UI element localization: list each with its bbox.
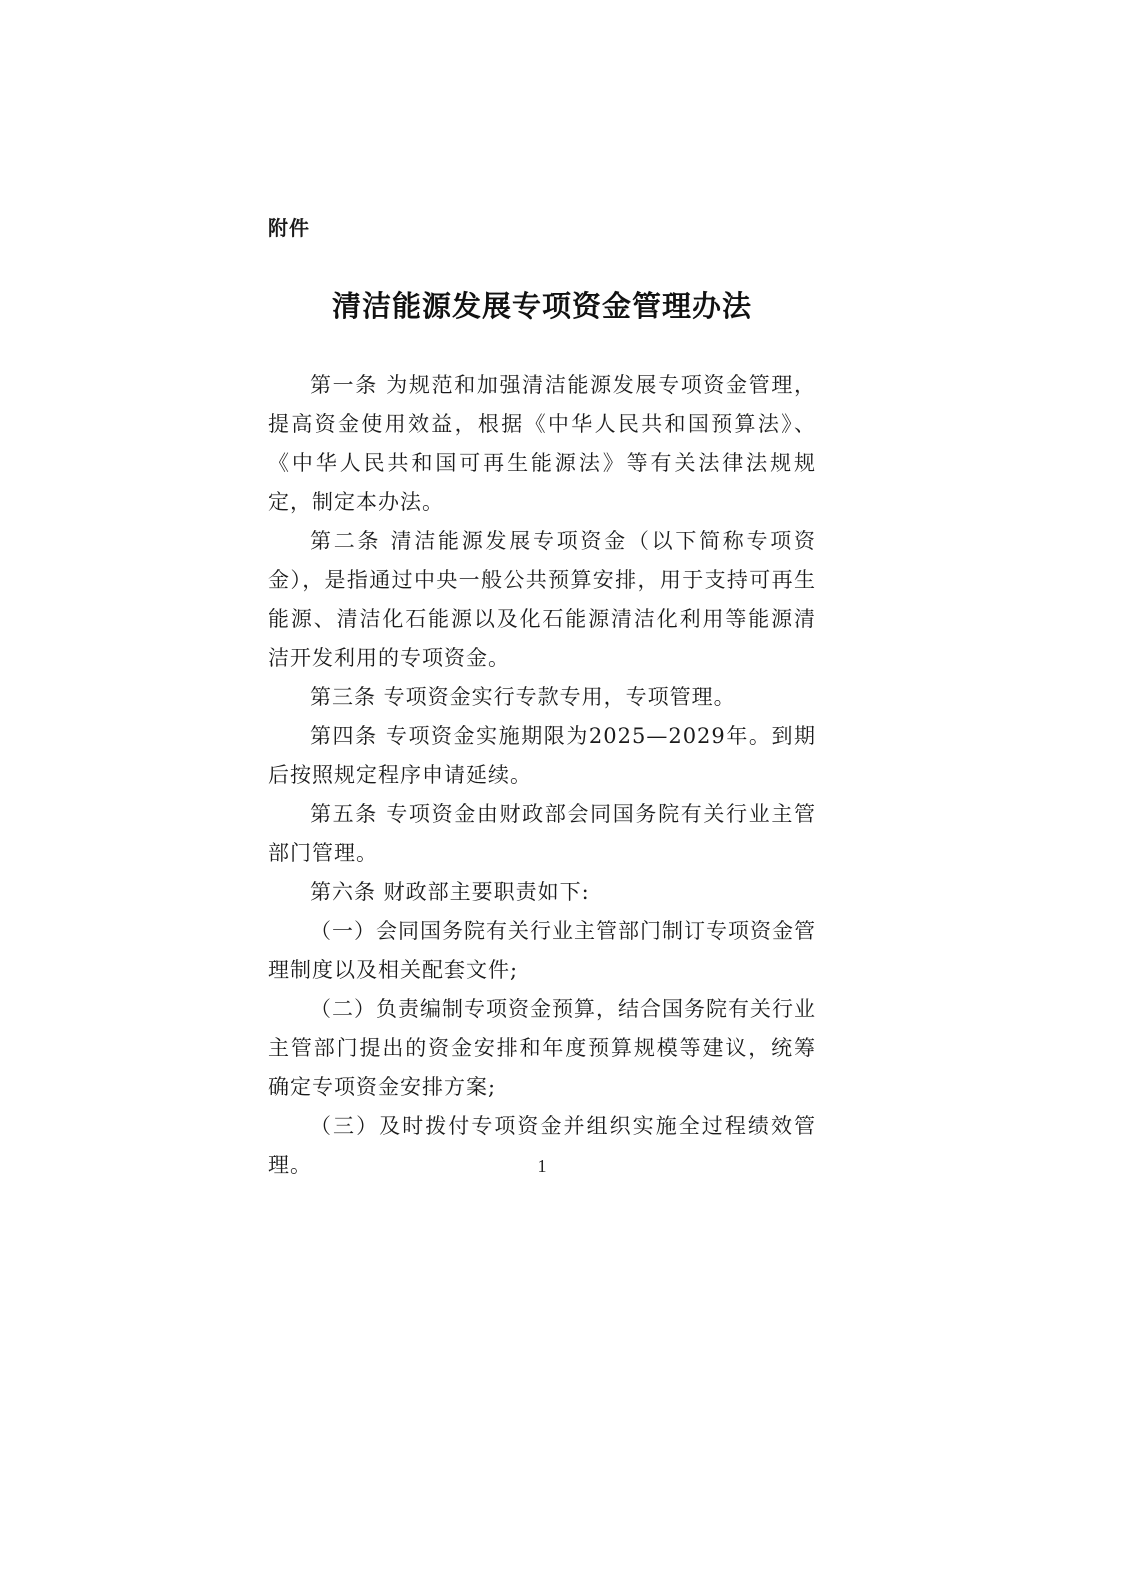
article-6-item-3: （三）及时拨付专项资金并组织实施全过程绩效管理。 — [268, 1114, 816, 1177]
article-2-paragraph: 第二条 清洁能源发展专项资金（以下简称专项资金），是指通过中央一般公共预算安排，用于支持可再生能源、清洁化石能源以及化石能源清洁化利用等能源清洁开发利用的专项资金。 — [268, 529, 816, 670]
article-1-paragraph: 第一条 为规范和加强清洁能源发展专项资金管理，提高资金使用效益，根据《中华人民共和国预算法》、《中华人民共和国可再生能源法》等有关法律法规规定，制定本办法。 — [268, 373, 816, 514]
article-5-paragraph: 第五条 专项资金由财政部会同国务院有关行业主管部门管理。 — [268, 802, 816, 865]
attachment-label: 附件 — [268, 216, 310, 240]
article-6-paragraph: 第六条 财政部主要职责如下: — [310, 880, 590, 904]
document-title: 清洁能源发展专项资金管理办法 — [331, 289, 752, 323]
article-6-item-2: （二）负责编制专项资金预算，结合国务院有关行业主管部门提出的资金安排和年度预算规模等建议，统筹确定专项资金安排方案; — [268, 997, 816, 1099]
article-4-paragraph: 第四条 专项资金实施期限为2025—2029年。到期后按照规定程序申请延续。 — [268, 724, 816, 787]
page-number: 1 — [537, 1156, 547, 1176]
document-body — [268, 366, 816, 1185]
article-6-item-1: （一）会同国务院有关行业主管部门制订专项资金管理制度以及相关配套文件; — [268, 919, 816, 982]
article-3-paragraph: 第三条 专项资金实行专款专用，专项管理。 — [310, 685, 736, 709]
